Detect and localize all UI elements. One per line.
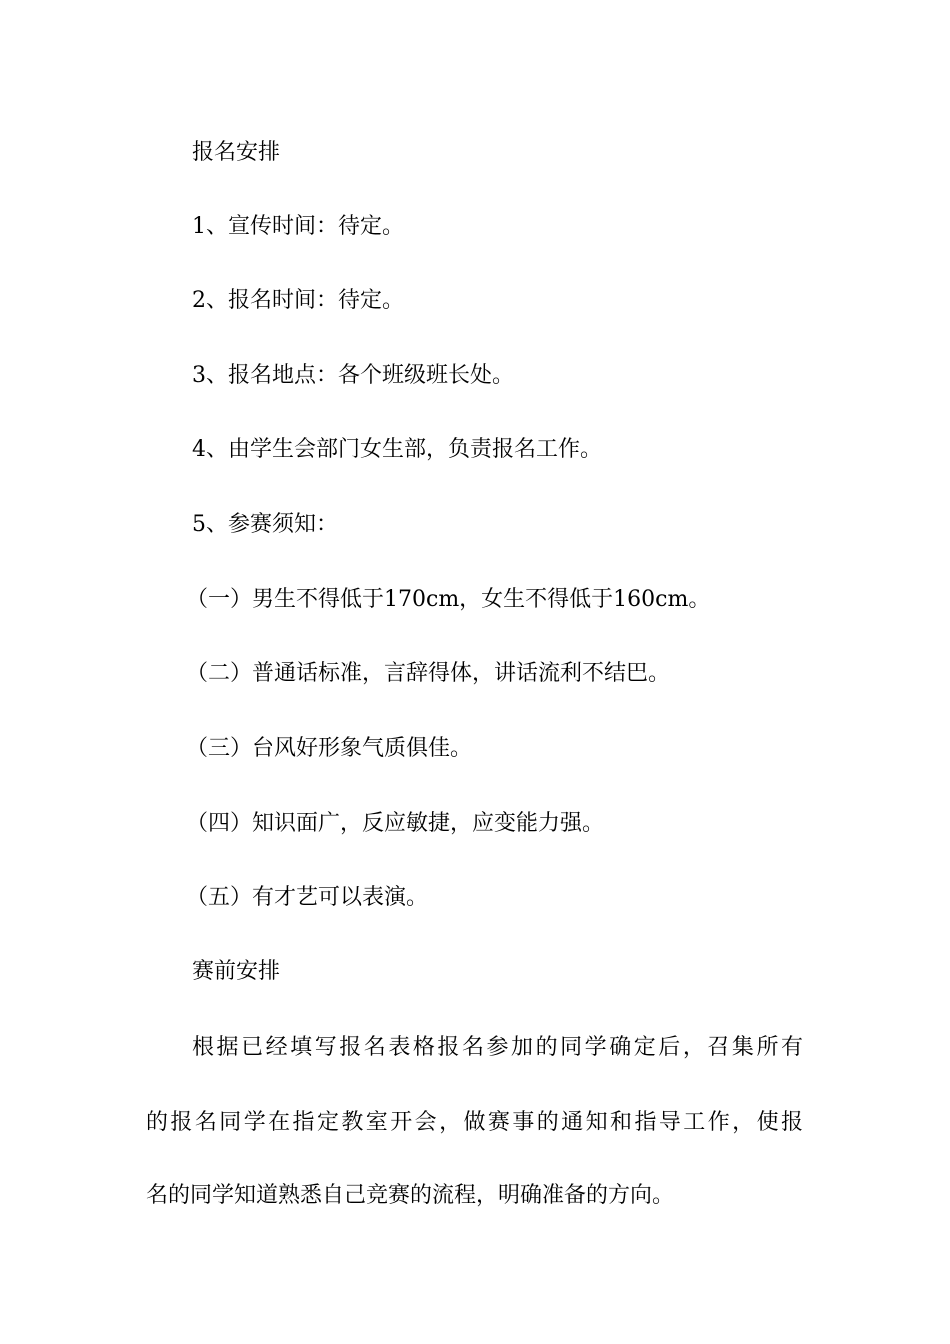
requirement-height: （一）男生不得低于170cm，女生不得低于160cm。: [186, 587, 711, 612]
requirement-talent: （五）有才艺可以表演。: [186, 885, 429, 910]
paragraph-line-1: 根据已经填写报名表格报名参加的同学确定后，召集所有: [192, 1035, 803, 1060]
paragraph-line-3: 名的同学知道熟悉自己竞赛的流程，明确准备的方向。: [146, 1183, 675, 1208]
section-heading-registration: 报名安排: [192, 140, 281, 165]
paragraph-line-2: 的报名同学在指定教室开会，做赛事的通知和指导工作，使报: [146, 1110, 803, 1135]
list-item-responsible-department: 4、由学生会部门女生部，负责报名工作。: [192, 437, 602, 462]
requirement-speech: （二）普通话标准，言辞得体，讲话流利不结巴。: [186, 661, 671, 686]
section-heading-pre-contest: 赛前安排: [192, 959, 281, 984]
list-item-contest-notice: 5、参赛须知：: [192, 512, 338, 537]
requirement-knowledge: （四）知识面广，反应敏捷，应变能力强。: [186, 811, 605, 836]
list-item-registration-place: 3、报名地点：各个班级班长处。: [192, 363, 514, 388]
list-item-registration-time: 2、报名时间：待定。: [192, 288, 404, 313]
requirement-presence: （三）台风好形象气质俱佳。: [186, 736, 473, 761]
list-item-publicity-time: 1、宣传时间：待定。: [192, 214, 404, 239]
